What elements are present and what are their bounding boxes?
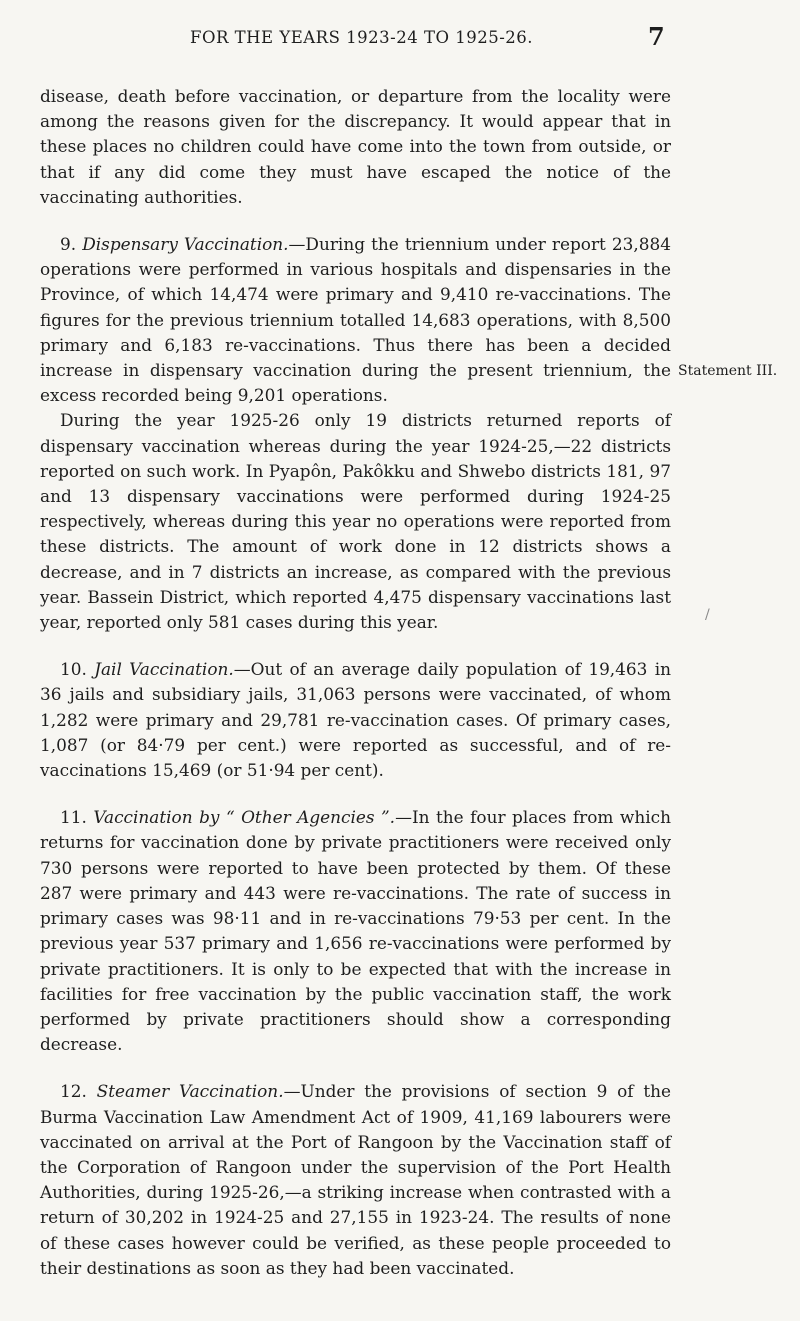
section-9-heading: Dispensary Vaccination. — [82, 234, 289, 255]
section-12-paragraph — [40, 1079, 671, 1281]
section-12-heading: Steamer Vaccination. — [96, 1081, 284, 1102]
section-10-paragraph — [40, 657, 671, 783]
running-head — [0, 20, 800, 50]
section-10-number: 10. — [60, 659, 87, 680]
running-head-title: FOR THE YEARS 1923-24 TO 1925-26. — [190, 28, 534, 47]
section-10-text: —Out of an average daily population of 19,463 in 36 jails and subsidiary jails, 31,063 persons were vaccinated, of whom 1,282 were primary and 29,781 re-vaccination cases. Of primary cases, 1,087 (or 84·79 per cent.) were reported as successful, and of re-vaccinations 15,469 (or 51·94 per cent). — [40, 659, 672, 781]
section-11-text: —In the four places from which returns for vaccination done by private practitioners were received only 730 persons were reported to have been protected by them. Of these 287 were primary and 443 were re-vaccinations. The rate of success in primary cases was 98·11 and in re-vaccinations 79·53 per cent. In the previous year 537 primary and 1,656 re-vaccinations were performed by private practitioners. It is only to be expected that with the increase in facilities for free vaccination by the public vaccination staff, the work performed by private practitioners should show a corresponding decrease. — [40, 807, 671, 1055]
section-11-paragraph — [40, 805, 671, 1057]
page-number: 7 — [648, 22, 665, 51]
section-9-text: —During the triennium under report 23,884 operations were performed in various hospitals and dispensaries in the Province, of which 14,474 were primary and 9,410 re-vaccinations. The figures for the previous triennium totalled 14,683 operations, with 8,500 primary and 6,183 re-vaccinations. Thus there has been a decided increase in dispensary vaccination during the present triennium, the excess recorded being 9,201 operations. — [40, 234, 671, 406]
body-text — [40, 84, 671, 1281]
continuation-paragraph: disease, death before vaccination, or departure from the locality were among the reasons given for the discrepancy. It would appear that in these places no children could have come into the town from outside, or that if any did come they must have escaped the notice of the vaccinating authorities. — [40, 86, 671, 207]
section-10-heading: Jail Vaccination. — [94, 659, 234, 680]
section-12-text: —Under the provisions of section 9 of the Burma Vaccination Law Amendment Act of 1909, 41,169 labourers were vaccinated on arrival at the Port of Rangoon by the Vaccination staff of the Corporation of Rangoon under the supervision of the Port Health Authorities, during 1925-26,—a striking increase when contrasted with a return of 30,202 in 1924-25 and 27,155 in 1923-24. The results of none of these cases however could be verified, as these people proceeded to their destinations as soon as they had been vaccinated. — [40, 1081, 671, 1278]
section-9-continuation-paragraph: During the year 1925-26 only 19 districts returned reports of dispensary vaccination whereas during the year 1924-25,—22 districts reported on such work. In Pyapôn, Pakôkku and Shwebo districts 181, 97 and 13 dispensary vaccinations were performed during 1924-25 respectively, whereas during this year no operations were reported from these districts. The amount of work done in 12 districts shows a decrease, and in 7 districts an increase, as compared with the previous year. Bassein District, which reported 4,475 dispensary vaccinations last year, reported only 581 cases during this year. — [40, 410, 671, 633]
stray-pen-mark: / — [705, 607, 710, 623]
section-9-paragraph — [40, 232, 671, 408]
section-12-number: 12. — [60, 1081, 87, 1102]
section-11-heading: Vaccination by “ Other Agencies ”. — [93, 807, 396, 828]
section-9-number: 9. — [60, 234, 77, 255]
margin-note-statement: Statement III. — [678, 363, 778, 379]
section-11-number: 11. — [60, 807, 87, 828]
